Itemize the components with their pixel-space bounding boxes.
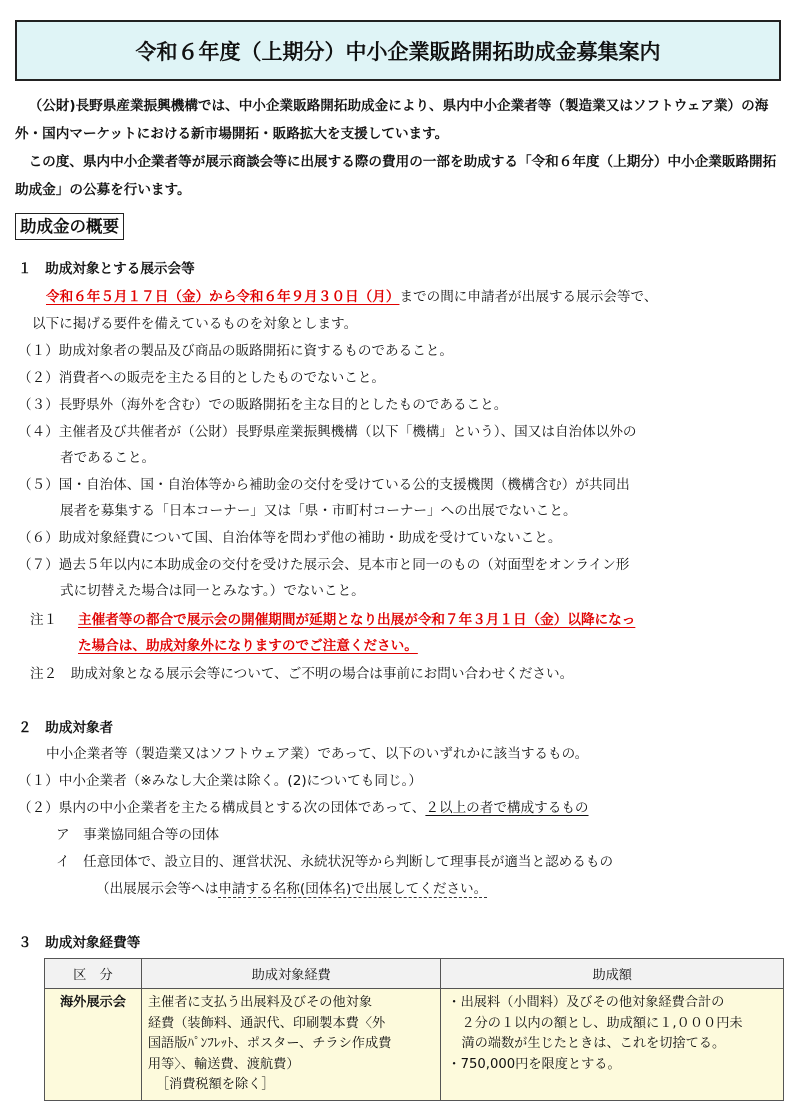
expense-table xyxy=(44,958,784,1101)
note1-line2: た場合は、助成対象外になりますのでご注意ください。 xyxy=(78,638,418,654)
section1-period: 令和６年５月１７日（金）から令和６年９月３０日（月） xyxy=(46,289,400,305)
section3-heading: ３ 助成対象経費等 xyxy=(18,935,141,951)
section1-item-3: （３）長野県外（海外を含む）での販路開拓を主な目的としたものであること。 xyxy=(18,397,508,413)
table-header-row xyxy=(45,959,784,989)
section1-item-4: （４）主催者及び共催者が（公財）長野県産業振興機構（以下「機構」という）、国又は自治体以外の xyxy=(18,424,637,440)
amount-line: ・750,000円を限度とする。 xyxy=(447,1056,621,1072)
intro xyxy=(15,92,785,204)
section2-item-2-text: （２）県内の中小企業者を主たる構成員とする次の団体であって、 xyxy=(18,800,426,816)
note1-label: 注１ xyxy=(30,612,58,628)
intro-paragraph-1: （公財)長野県産業振興機構では、中小企業販路開拓助成金により、県内中小企業者等（製造業又はソフトウェア業）の海外・国内マーケットにおける新市場開拓・販路拡大を支援しています。 xyxy=(15,98,769,142)
table-header-expenses: 助成対象経費 xyxy=(141,959,441,989)
amount-line: ・出展料（小間料）及びその他対象経費合計の xyxy=(447,995,725,1010)
table-cell-amount xyxy=(441,989,784,1101)
section2-note xyxy=(96,879,487,899)
table-cell-expenses xyxy=(141,989,441,1101)
note1-line1: 主催者等の都合で展示会の開催期間が延期となり出展が令和７年３月１日（金）以降になっ xyxy=(78,612,636,628)
section1-item-6: （６）助成対象経費について国、自治体等を問わず他の補助・助成を受けていないこと。 xyxy=(18,530,562,546)
section2-item-2 xyxy=(18,798,589,818)
section2-item-2-underlined: ２以上の者で構成するもの xyxy=(425,800,589,816)
expense-line: 用等〉、輸送費、渡航費） xyxy=(147,1056,300,1072)
table-header-amount: 助成額 xyxy=(441,959,784,989)
table-header-category: 区 分 xyxy=(45,959,142,989)
intro-paragraph-2: この度、県内中小企業者等が展示商談会等に出展する際の費用の一部を助成する「令和６年度（上期分）中小企業販路開拓助成金」の公募を行います。 xyxy=(15,154,777,198)
amount-line: 満の端数が生じたときは、これを切捨てる。 xyxy=(461,1036,726,1051)
section1-heading: １ 助成対象とする展示会等 xyxy=(18,261,195,277)
section2-sub-a: ア 事業協同組合等の団体 xyxy=(56,827,220,843)
section2-note-underlined: 申請する名称(団体名)で出展してください。 xyxy=(218,881,488,897)
section2-sub-i: イ 任意団体で、設立目的、運営状況、永続状況等から判断して理事長が適当と認めるもの xyxy=(56,854,614,870)
section1-item-2: （２）消費者への販売を主たる目的としたものでないこと。 xyxy=(18,370,386,386)
section1-period-line xyxy=(46,287,657,307)
page-title-text: 令和６年度（上期分）中小企業販路開拓助成金募集案内 xyxy=(135,39,661,64)
amount-line: ２分の１以内の額とし、助成額に１,０００円未 xyxy=(461,1015,743,1031)
section2-heading: ２ 助成対象者 xyxy=(18,720,114,736)
overview-label: 助成金の概要 xyxy=(15,213,124,240)
note2: 注２ 助成対象となる展示会等について、ご不明の場合は事前にお問い合わせください。 xyxy=(30,666,574,682)
expense-line: 主催者に支払う出展料及びその他対象 xyxy=(147,995,373,1010)
section2-line1: 中小企業者等（製造業又はソフトウェア業）であって、以下のいずれかに該当するもの。 xyxy=(46,746,589,762)
section1-item-5-cont: 展者を募集する「日本コーナー」又は「県・市町村コーナー」への出展でないこと。 xyxy=(60,503,577,519)
section2-note-text: （出展展示会等へは xyxy=(96,881,219,897)
table-cell-category: 海外展示会 xyxy=(45,989,142,1101)
section1-item-7-cont: 式に切替えた場合は同一とみなす。）でないこと。 xyxy=(60,583,365,599)
expense-line: 国語版ﾊﾟﾝﾌﾚｯﾄ、ポスター、チラシ作成費 xyxy=(147,1036,392,1051)
table-row xyxy=(45,989,784,1101)
section1-item-1: （１）助成対象者の製品及び商品の販路開拓に資するものであること。 xyxy=(18,343,453,359)
section1-item-5: （５）国・自治体、国・自治体等から補助金の交付を受けている公的支援機関（機構含む）が共同出 xyxy=(18,477,630,493)
expense-line: ［消費税額を除く］ xyxy=(155,1077,275,1092)
expense-line: 経費（装飾料、通訳代、印刷製本費〈外 xyxy=(147,1015,386,1031)
section1-line2: 以下に掲げる要件を備えているものを対象とします。 xyxy=(32,316,358,332)
page-title xyxy=(15,20,781,81)
section1-item-7: （７）過去５年以内に本助成金の交付を受けた展示会、見本市と同一のもの（対面型をオンライン形 xyxy=(18,557,630,573)
section1-period-tail: までの間に申請者が出展する展示会等で、 xyxy=(399,289,658,305)
section2-item-1: （１）中小企業者（※みなし大企業は除く。(2)についても同じ。） xyxy=(18,773,422,789)
section1-item-4-cont: 者であること。 xyxy=(60,450,156,466)
